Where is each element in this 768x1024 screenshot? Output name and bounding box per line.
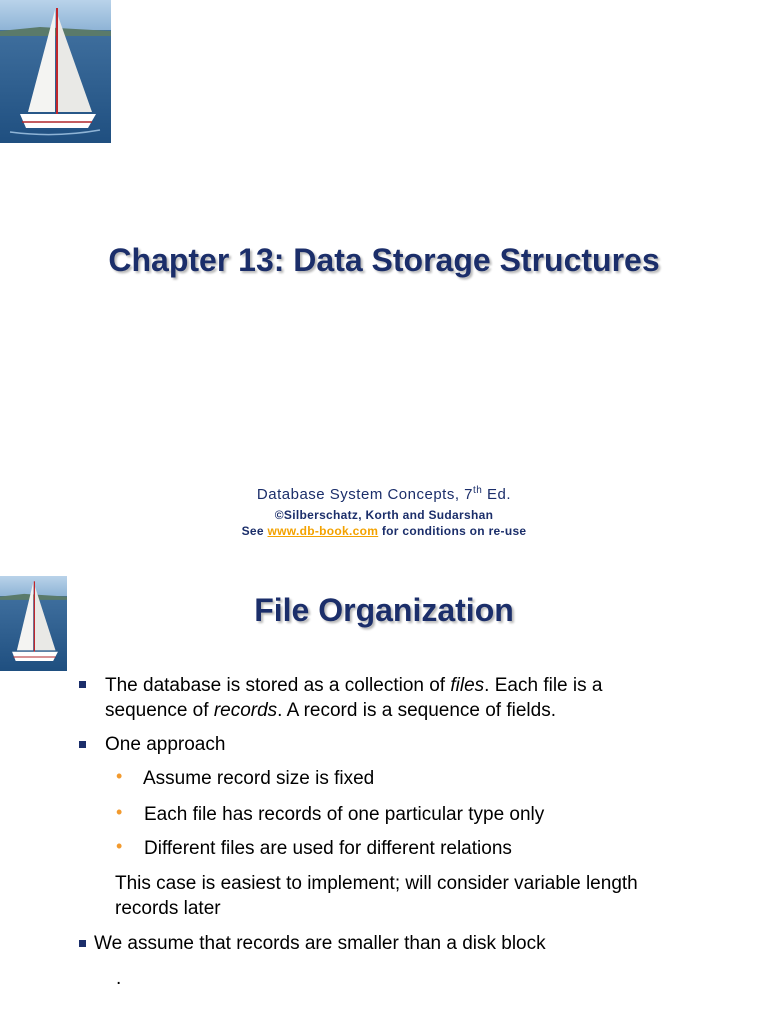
note-text-continued: records later	[115, 898, 221, 919]
sub-bullet-item: Each file has records of one particular type only	[144, 804, 545, 825]
sub-bullet-item: Different files are used for different relations	[144, 838, 512, 859]
bullet-item: The database is stored as a collection of files. Each file is a	[105, 675, 603, 696]
dot-bullet-icon: •	[116, 802, 123, 822]
credits-block	[0, 485, 768, 538]
slide-title: File Organization	[254, 592, 514, 628]
sailboat-image	[0, 0, 111, 143]
chapter-title: Chapter 13: Data Storage Structures	[108, 242, 660, 278]
db-book-link[interactable]: www.db-book.com	[267, 524, 379, 538]
note-text: This case is easiest to implement; will consider variable length	[115, 873, 638, 894]
square-bullet-icon	[79, 940, 86, 947]
square-bullet-icon	[79, 681, 86, 688]
bullet-item: We assume that records are smaller than a disk block	[94, 933, 546, 954]
file-organization-slide	[0, 568, 768, 1024]
reuse-line: See www.db-book.com for conditions on re-use	[241, 524, 527, 538]
authors-line: ©Silberschatz, Korth and Sudarshan	[274, 508, 494, 522]
dot-bullet-icon: •	[116, 766, 123, 786]
trailing-period: .	[116, 968, 122, 989]
bullet-item-continued: sequence of records. A record is a sequence of fields.	[105, 700, 557, 721]
bullet-item: One approach	[105, 734, 226, 755]
square-bullet-icon	[79, 741, 86, 748]
book-line: Database System Concepts, 7th Ed.	[256, 485, 512, 503]
sub-bullet-item: Assume record size is fixed	[143, 768, 375, 789]
dot-bullet-icon: •	[116, 836, 123, 856]
